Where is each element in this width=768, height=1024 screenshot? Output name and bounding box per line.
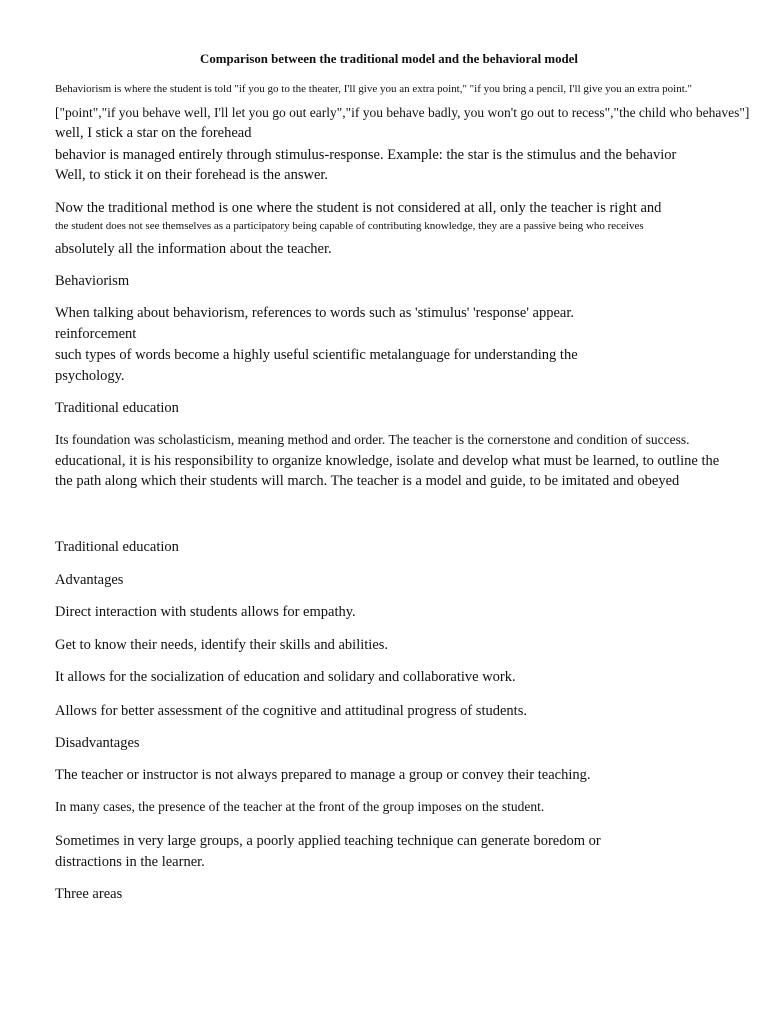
paragraph-line: When talking about behaviorism, references to words such as 'stimulus' 'response' appear. bbox=[55, 305, 575, 321]
paragraph-line: educational, it is his responsibility to organize knowledge, isolate and develop what must be learned, to outline the bbox=[55, 453, 720, 469]
section-heading: Traditional education bbox=[55, 400, 179, 416]
list-item: In many cases, the presence of the teacher at the front of the group imposes on the student. bbox=[55, 799, 545, 814]
paragraph-line: the path along which their students will march. The teacher is a model and guide, to be imitated and obeyed bbox=[55, 473, 680, 489]
paragraph-line: Well, to stick it on their forehead is the answer. bbox=[55, 167, 329, 183]
section-heading: Disadvantages bbox=[55, 735, 140, 751]
paragraph-line: psychology. bbox=[55, 368, 125, 384]
paragraph-line: Now the traditional method is one where the student is not considered at all, only the teacher is right and bbox=[55, 200, 662, 216]
paragraph-line: such types of words become a highly useful scientific metalanguage for understanding the bbox=[55, 347, 578, 363]
paragraph-line: the student does not see themselves as a participatory being capable of contributing knowledge, they are a passive being who receives bbox=[55, 220, 644, 232]
paragraph-line: absolutely all the information about the teacher. bbox=[55, 241, 332, 257]
list-item: The teacher or instructor is not always prepared to manage a group or convey their teaching. bbox=[55, 767, 591, 783]
paragraph-line: ["point","if you behave well, I'll let you go out early","if you behave badly, you won't go out to recess","the child who behaves"] bbox=[55, 105, 750, 120]
paragraph-line: well, I stick a star on the forehead bbox=[55, 125, 252, 141]
paragraph-line: behavior is managed entirely through stimulus-response. Example: the star is the stimulus and the behavior bbox=[55, 147, 677, 163]
paragraph-line: reinforcement bbox=[55, 326, 137, 342]
paragraph-line: Its foundation was scholasticism, meaning method and order. The teacher is the cornerstone and condition of success. bbox=[55, 432, 690, 447]
section-heading: Traditional education bbox=[55, 539, 179, 555]
paragraph-line: Behaviorism is where the student is told "if you go to the theater, I'll give you an extra point," "if you bring a pencil, I'll give you an extra point." bbox=[55, 83, 693, 95]
list-item: distractions in the learner. bbox=[55, 854, 205, 870]
list-item: Get to know their needs, identify their skills and abilities. bbox=[55, 637, 389, 653]
section-heading: Advantages bbox=[55, 572, 124, 588]
section-heading: Three areas bbox=[55, 886, 123, 902]
list-item: It allows for the socialization of education and solidary and collaborative work. bbox=[55, 669, 516, 685]
list-item: Allows for better assessment of the cognitive and attitudinal progress of students. bbox=[55, 703, 527, 719]
document-title: Comparison between the traditional model and the behavioral model bbox=[200, 52, 578, 66]
section-heading: Behaviorism bbox=[55, 273, 130, 289]
list-item: Direct interaction with students allows for empathy. bbox=[55, 604, 356, 620]
list-item: Sometimes in very large groups, a poorly applied teaching technique can generate boredom or bbox=[55, 833, 601, 849]
